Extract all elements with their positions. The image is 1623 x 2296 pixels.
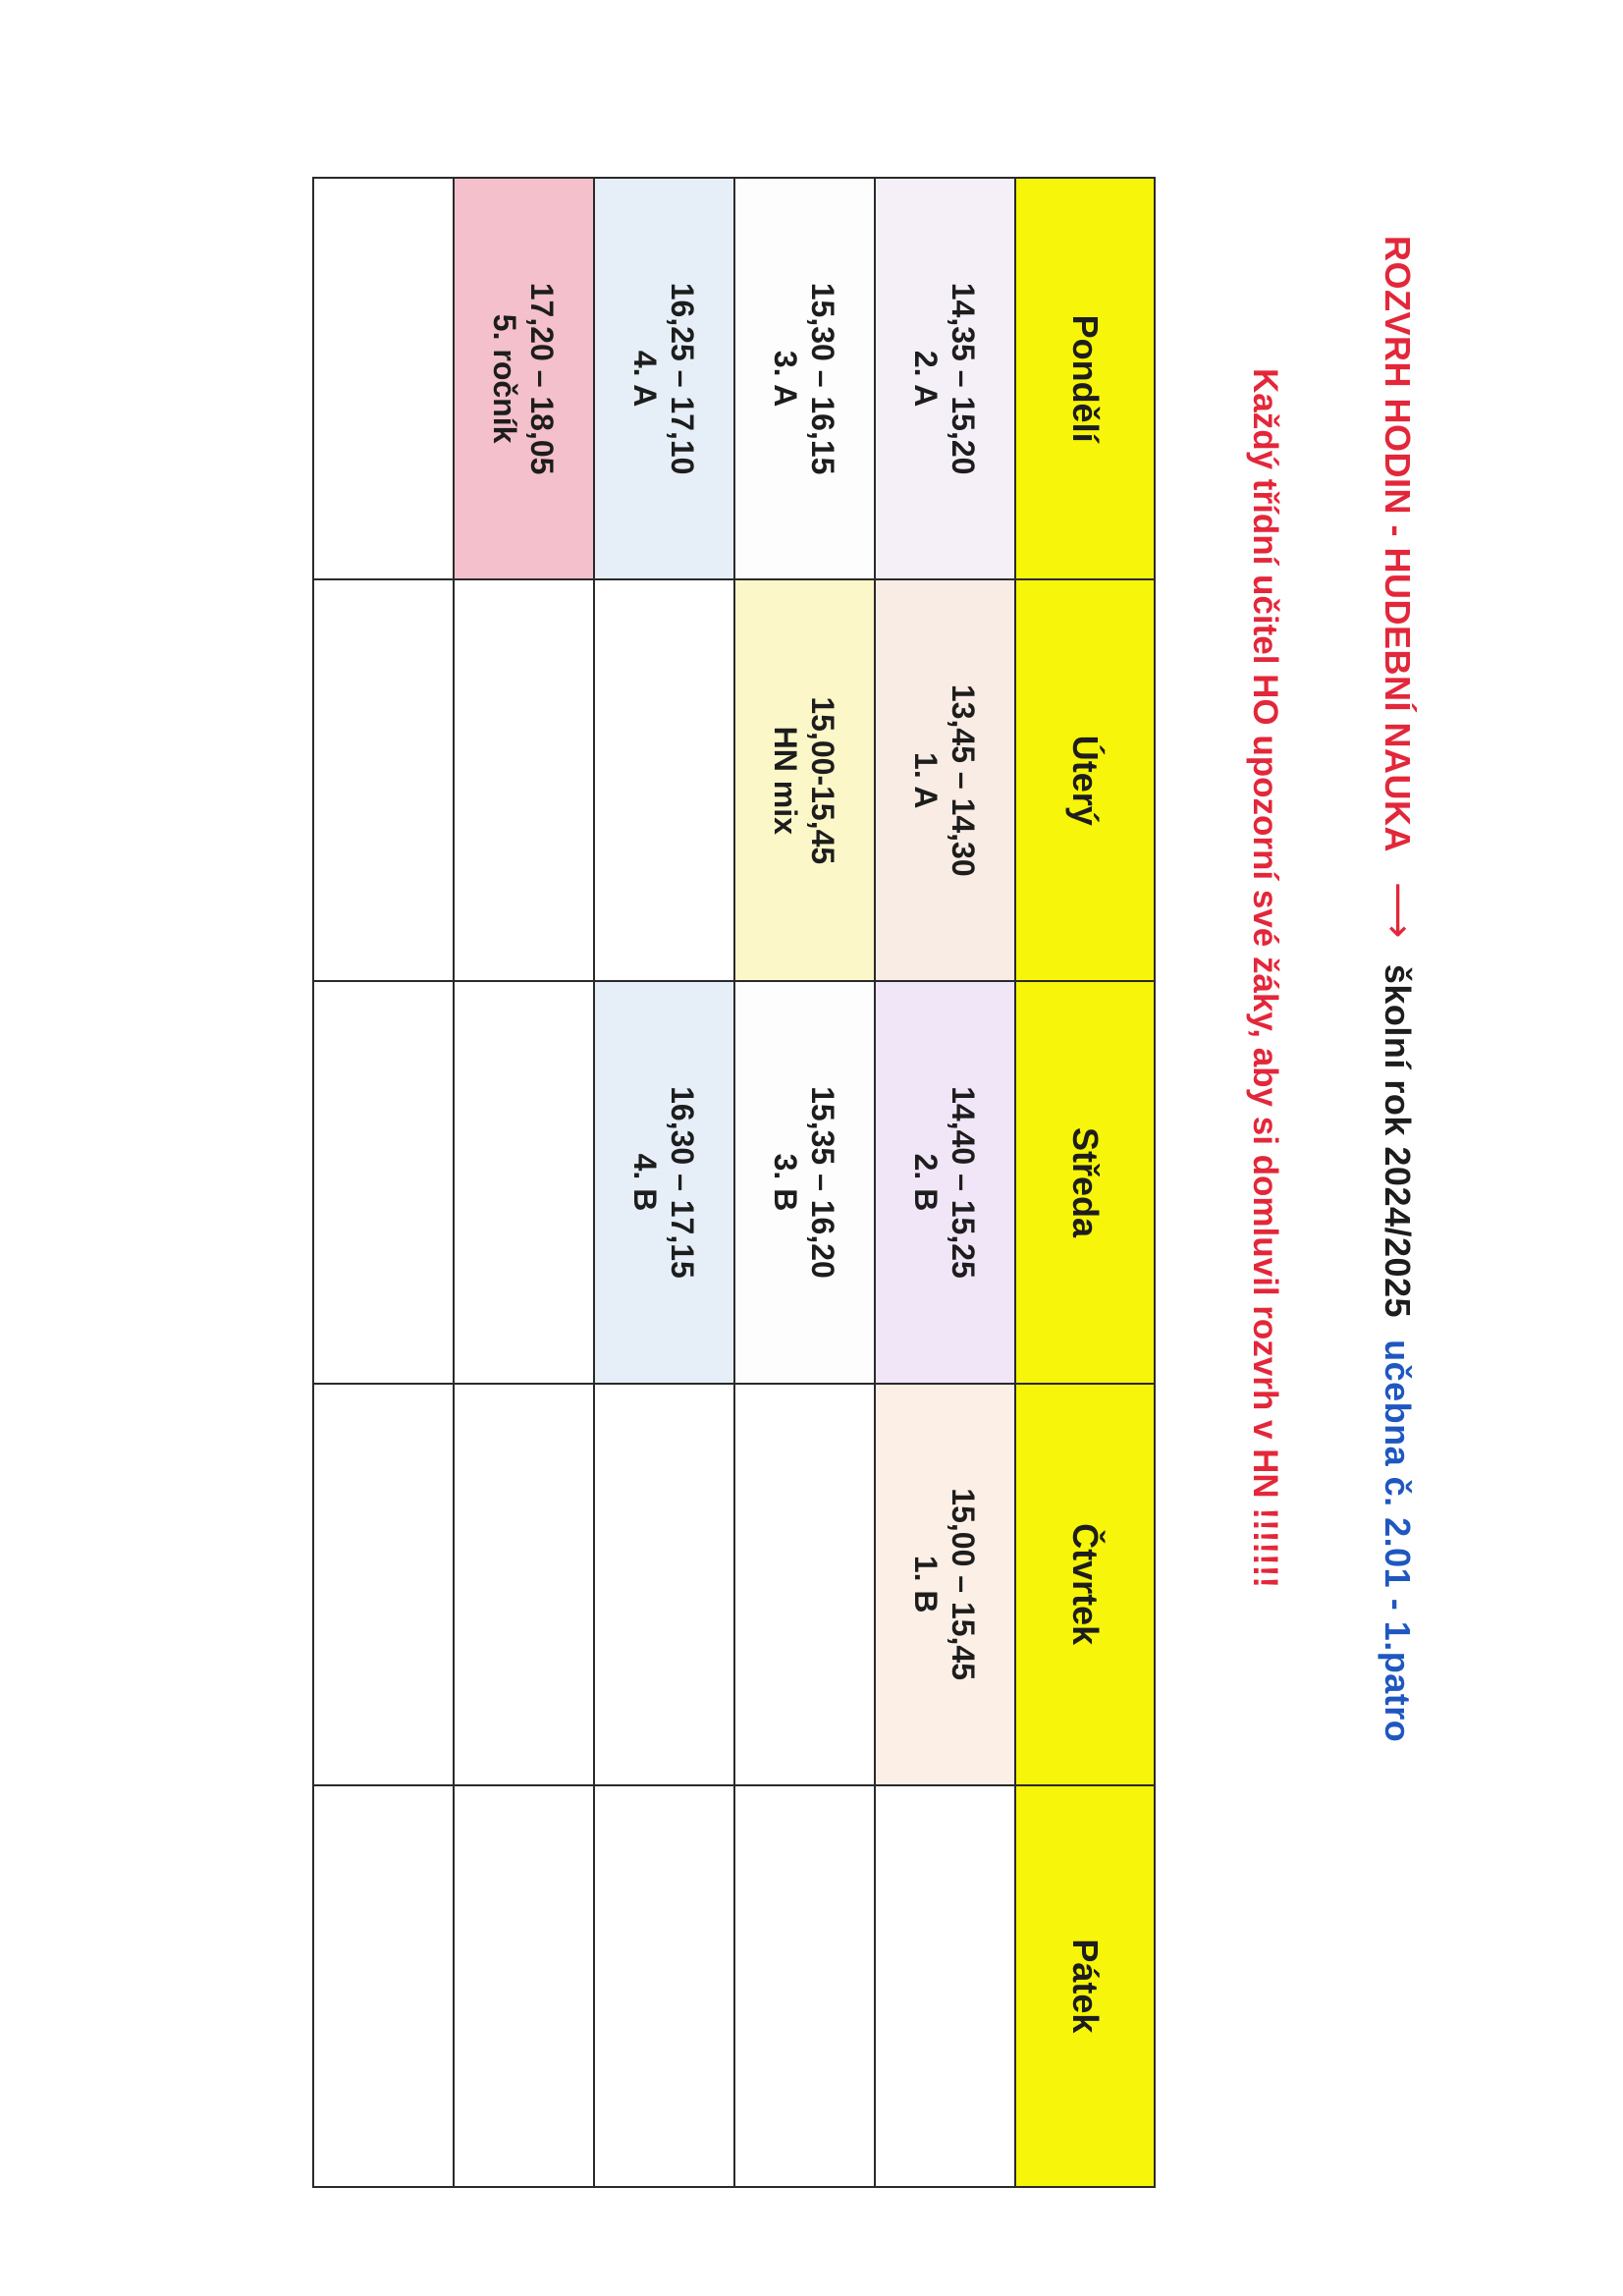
slot-class: 2. B [908,1153,945,1212]
slot-time: 16,30 – 17,15 [665,1086,701,1279]
slot-cell [313,178,454,579]
slot-time: 14,35 – 15,20 [946,282,982,475]
slot-time: 15,35 – 16,20 [805,1086,841,1279]
slot-time: 13,45 – 14,30 [946,683,982,877]
slot-cell [875,981,1015,1383]
slot-cell [734,579,875,981]
slot-class: HN mix [768,726,804,835]
slot-cell [313,1785,454,2187]
table-row [454,178,594,2187]
slot-cell [734,1785,875,2187]
timetable [312,177,1156,2188]
slot-class: 4. A [627,350,664,408]
arrow-right-icon: ⟶ [1377,882,1420,939]
slot-time: 15,00-15,45 [805,696,841,865]
slot-cell [454,981,594,1383]
slot-cell [875,178,1015,579]
slot-cell [734,981,875,1383]
title-line [1376,236,1421,1742]
classroom-info: učebna č. 2.01 - 1.patro [1378,1339,1418,1743]
slot-cell [594,579,734,981]
slot-cell [875,1384,1015,1785]
table-row [313,178,454,2187]
slot-cell [454,178,594,579]
table-row [594,178,734,2187]
slot-time: 14,40 – 15,25 [946,1086,982,1279]
slot-cell [875,579,1015,981]
schedule-title: ROZVRH HODIN - HUDEBNÍ NAUKA [1378,236,1418,852]
slot-cell [875,1785,1015,2187]
school-year: školní rok 2024/2025 [1378,963,1418,1319]
slot-cell [454,1384,594,1785]
day-header-friday: Pátek [1015,1785,1155,2187]
slot-class: 1. B [908,1555,945,1613]
slot-class: 3. A [768,350,804,408]
slot-time: 15,30 – 16,15 [805,282,841,475]
slot-cell [734,1384,875,1785]
slot-class: 2. A [908,350,945,408]
slot-cell [454,1785,594,2187]
slot-time: 15,00 – 15,45 [946,1488,982,1681]
day-header-thursday: Čtvrtek [1015,1384,1155,1785]
slot-cell [313,981,454,1383]
slot-cell [313,579,454,981]
slot-cell [594,178,734,579]
slot-class: 4. B [627,1153,664,1212]
slot-cell [734,178,875,579]
slot-time: 16,25 – 17,10 [665,282,701,475]
slot-cell [594,1785,734,2187]
table-row [734,178,875,2187]
slot-class: 3. B [768,1153,804,1212]
slot-class: 5. ročník [487,313,523,444]
day-header-monday: Pondělí [1015,178,1155,579]
slot-cell [594,1384,734,1785]
day-header-wednesday: Středa [1015,981,1155,1383]
table-row [875,178,1015,2187]
teacher-note: Každý třídní učitel HO upozorní své žáky, aby si domluvil rozvrh v HN !!!!!!! [1246,368,1284,1589]
day-header-row [1015,178,1155,2187]
day-header-tuesday: Úterý [1015,579,1155,981]
slot-cell [313,1384,454,1785]
slot-class: 1. A [908,752,945,809]
slot-cell [594,981,734,1383]
slot-time: 17,20 – 18,05 [524,282,561,475]
slot-cell [454,579,594,981]
